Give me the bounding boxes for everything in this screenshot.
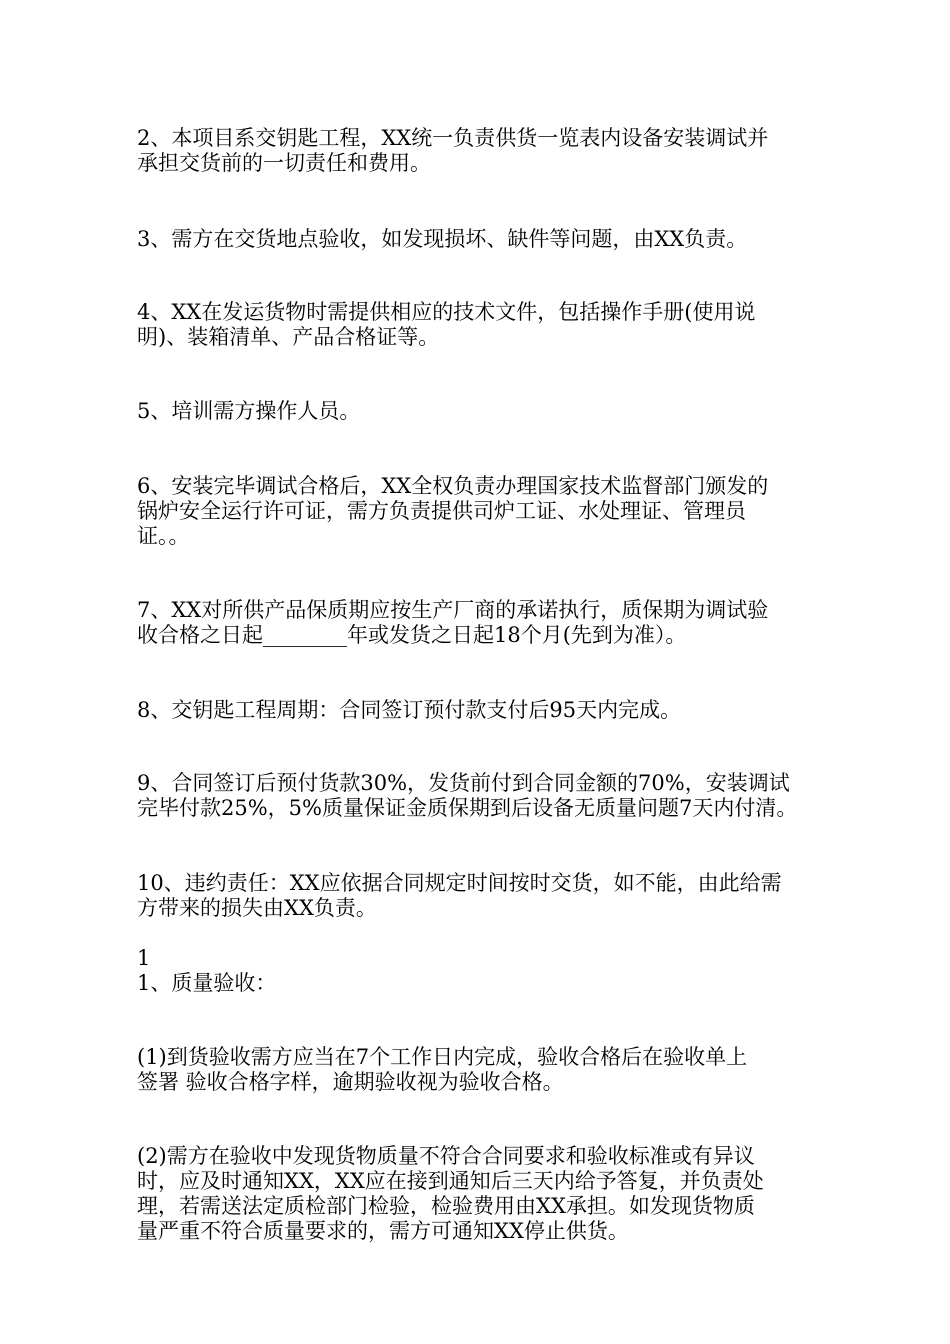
text-line: 6、安装完毕调试合格后，XX全权负责办理国家技术监督部门颁发的 (137, 474, 769, 498)
text-line: 明)、装箱清单、产品合格证等。 (137, 325, 440, 349)
text-line: 证。。 (137, 524, 190, 548)
text-line: 2、本项目系交钥匙工程，XX统一负责供货一览表内设备安装调试并 (137, 126, 769, 150)
text-line: 8、交钥匙工程周期：合同签订预付款支付后95天内完成。 (137, 698, 682, 722)
sub-clause-1 (137, 1045, 817, 1095)
clause-8 (137, 698, 817, 723)
clause-7 (137, 598, 817, 648)
clause-3 (137, 227, 817, 252)
text-line: 锅炉安全运行许可证，需方负责提供司炉工证、水处理证、管理员 (137, 499, 746, 523)
text-line: 7、XX对所供产品保质期应按生产厂商的承诺执行，质保期为调试验 (137, 598, 769, 622)
clause-10 (137, 871, 817, 921)
text-line: 10、违约责任：XX应依据合同规定时间按时交货，如不能，由此给需 (137, 871, 782, 895)
clause-4 (137, 300, 817, 350)
sub-clause-2 (137, 1144, 817, 1244)
clause-2 (137, 126, 817, 176)
clause-5 (137, 399, 817, 424)
text-line: 收合格之日起________年或发货之日起18个月(先到为准）。 (137, 623, 687, 647)
text-line: (2)需方在验收中发现货物质量不符合合同要求和验收标准或有异议 (137, 1144, 755, 1168)
text-line: 时，应及时通知XX，XX应在接到通知后三天内给予答复，并负责处 (137, 1169, 764, 1193)
text-line: 完毕付款25%，5%质量保证金质保期到后设备无质量问题7天内付清。 (137, 796, 798, 820)
text-line: 5、培训需方操作人员。 (137, 399, 361, 423)
text-line: 4、XX在发运货物时需提供相应的技术文件，包括操作手册(使用说 (137, 300, 756, 324)
text-line: 量严重不符合质量要求的，需方可通知XX停止供货。 (137, 1219, 629, 1243)
text-line: 9、合同签订后预付货款30%，发货前付到合同金额的70%，安装调试 (137, 771, 790, 795)
clause-6 (137, 474, 817, 549)
text-line: 方带来的损失由XX负责。 (137, 896, 377, 920)
text-line: 1、质量验收： (137, 971, 277, 995)
clause-9 (137, 771, 817, 821)
text-line: (1)到货验收需方应当在7个工作日内完成，验收合格后在验收单上 (137, 1045, 748, 1069)
text-line: 签署 验收合格字样，逾期验收视为验收合格。 (137, 1070, 564, 1094)
text-line: 3、需方在交货地点验收，如发现损坏、缺件等问题，由XX负责。 (137, 227, 748, 251)
text-line: 1 (137, 946, 151, 970)
text-line: 理，若需送法定质检部门检验，检验费用由XX承担。如发现货物质 (137, 1194, 755, 1218)
section-quality-acceptance (137, 946, 817, 996)
text-line: 承担交货前的一切责任和费用。 (137, 151, 431, 175)
